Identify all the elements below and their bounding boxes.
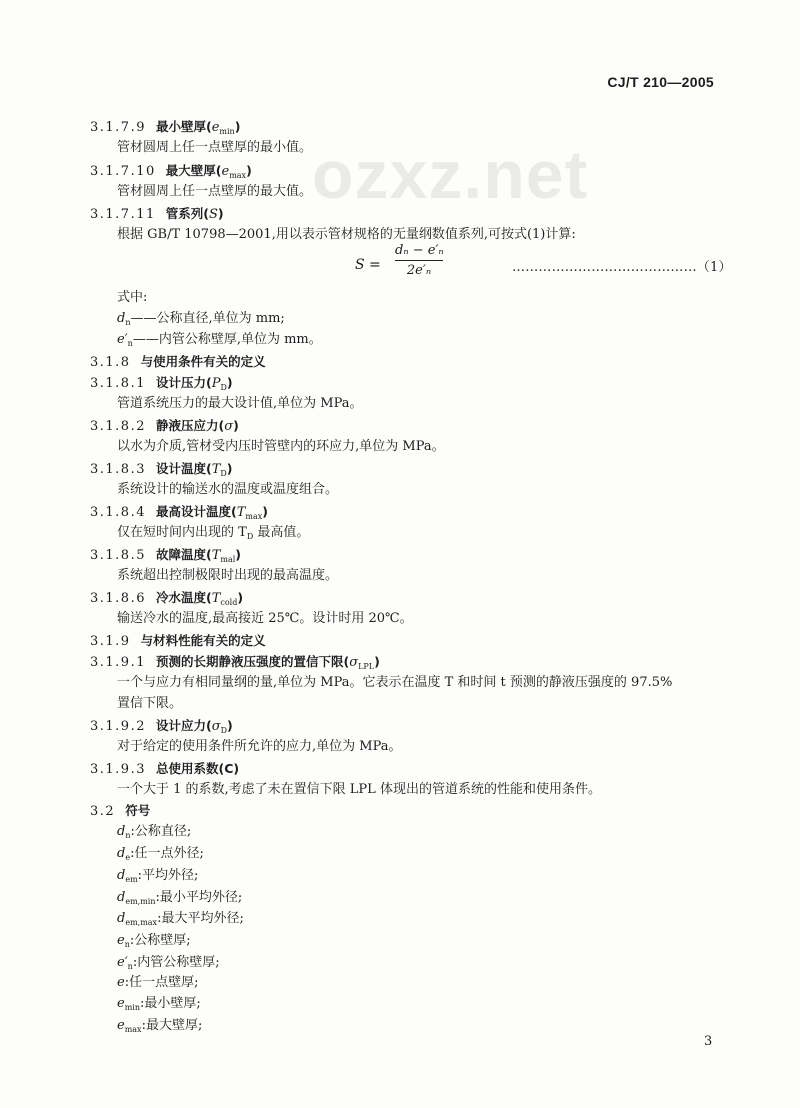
section-title-end: ) <box>237 590 244 605</box>
section-heading <box>90 504 268 525</box>
line-text: :任一点壁厚; <box>124 975 199 990</box>
section-title-end: ) <box>235 547 242 562</box>
symbol: $T_{mal}$ <box>211 548 236 564</box>
symbol: e <box>117 975 125 990</box>
section-title-end: ) <box>262 504 268 519</box>
section-title-end: ) <box>226 461 233 476</box>
symbol: $T_{max}$ <box>236 505 263 521</box>
line-text: :平均外径; <box>137 868 199 883</box>
body-line <box>117 482 338 498</box>
body-line <box>117 955 220 975</box>
section-number: 3.1.8.1 <box>90 376 146 391</box>
section-number: 3.1.9 <box>90 634 131 649</box>
symbol: $d_{em,min}$ <box>117 890 156 906</box>
line-text: 管材圆周上任一点壁厚的最大值。 <box>117 184 313 199</box>
line-text: ——内管公称壁厚,单位为 mm。 <box>132 332 322 347</box>
symbol: $e_n$ <box>117 933 130 949</box>
body-line <box>117 311 285 331</box>
section-title: 管系列( <box>165 206 209 221</box>
section-heading <box>90 718 233 739</box>
body-line <box>117 1018 202 1038</box>
symbol: $d_e$ <box>117 846 131 862</box>
symbol: $e_{min}$ <box>211 120 235 136</box>
symbol-subscript: cold <box>220 598 238 607</box>
body-line <box>117 739 402 755</box>
body-line <box>117 140 312 156</box>
section-heading <box>90 119 240 140</box>
formula-numerator: dₙ − e′ₙ <box>395 243 444 258</box>
line-text: 仅在短时间内出现的 T <box>117 525 247 540</box>
formula-lhs: S = <box>355 257 381 273</box>
symbol: $e_{max}$ <box>221 164 247 180</box>
symbol: $P_D$ <box>211 376 227 392</box>
section-title-end: ) <box>217 206 224 221</box>
section-title: 设计温度( <box>155 461 212 476</box>
symbol-subscript: em <box>125 875 138 884</box>
line-text: :最大壁厚; <box>141 1018 203 1033</box>
line-text: 一个与应力有相同量纲的量,单位为 MPa。它表示在温度 T 和时间 t 预测的静液压强度的 97.5% <box>117 675 673 690</box>
section-heading <box>90 633 266 650</box>
symbol-subscript: max <box>245 512 263 521</box>
symbol-subscript: LPL <box>358 662 375 671</box>
symbol-subscript: D <box>220 383 227 392</box>
section-title: 冷水温度( <box>155 590 212 605</box>
body-line <box>117 868 198 888</box>
symbol: $\sigma_{LPL}$ <box>349 655 375 671</box>
symbol-subscript: n <box>127 962 133 971</box>
line-text: 输送冷水的温度,最高接近 25℃。设计时用 20℃。 <box>117 611 413 626</box>
symbol-subscript: n <box>124 940 130 949</box>
fraction-bar <box>395 260 443 261</box>
formula-denominator: 2e′ₙ <box>406 263 432 278</box>
section-title-end: ) <box>234 119 241 134</box>
line-text: :内管公称壁厚; <box>132 955 220 970</box>
body-line <box>117 227 576 243</box>
symbol: $\sigma_D$ <box>211 719 227 735</box>
body-line <box>117 290 147 306</box>
line-text: :任一点外径; <box>130 846 204 861</box>
body-line <box>117 184 312 200</box>
section-title-end: ) <box>233 418 239 433</box>
page-number: 3 <box>704 1034 713 1049</box>
section-heading <box>90 418 239 435</box>
section-heading <box>90 803 150 820</box>
section-title: 最大壁厚( <box>165 163 222 178</box>
line-text: 置信下限。 <box>117 696 183 711</box>
body-line <box>117 396 363 412</box>
symbol: $d_{em,max}$ <box>117 911 158 927</box>
symbol: $d_n$ <box>117 311 131 327</box>
formula-fraction <box>395 243 443 278</box>
section-number: 3.1.8.2 <box>90 419 146 434</box>
section-title: 设计压力( <box>155 375 212 390</box>
section-title: 预测的长期静液压强度的置信下限( <box>155 654 350 669</box>
body-line <box>117 933 191 953</box>
symbol-subscript: n <box>127 339 133 348</box>
body-line <box>117 611 413 627</box>
symbol: $d_{em}$ <box>117 868 138 884</box>
line-text: :公称壁厚; <box>129 933 191 948</box>
symbol: $d_n$ <box>117 824 131 840</box>
line-text: 一个大于 1 的系数,考虑了未在置信下限 LPL 体现出的管道系统的性能和使用条件。 <box>117 782 601 797</box>
symbol-subscript: min <box>219 127 235 136</box>
line-text: 根据 GB/T 10798—2001,用以表示管材规格的无量纲数值系列,可按式(1)计算: <box>117 227 576 242</box>
line-text: ——公称直径,单位为 mm; <box>130 311 285 326</box>
section-title: 与使用条件有关的定义 <box>140 354 266 369</box>
body-line <box>117 568 338 584</box>
symbol-subscript: n <box>125 318 131 327</box>
body-line <box>117 782 601 798</box>
section-title: 故障温度( <box>155 547 212 562</box>
symbol: $e_{min}$ <box>117 996 140 1012</box>
equation-number: ……………………………………（1） <box>512 260 732 275</box>
section-heading <box>90 547 241 568</box>
section-heading <box>90 761 239 778</box>
symbol: S <box>208 207 218 222</box>
symbol-subscript: min <box>124 1003 140 1012</box>
line-text: 系统设计的输送水的温度或温度组合。 <box>117 482 339 497</box>
body-line <box>117 675 672 691</box>
symbol-subscript: em,min <box>125 897 156 906</box>
section-title: 与材料性能有关的定义 <box>140 633 266 648</box>
section-heading <box>90 375 233 396</box>
section-number: 3.1.8.3 <box>90 462 146 477</box>
symbol: $T_D$ <box>211 462 227 478</box>
section-title: 总使用系数(C) <box>155 761 240 776</box>
line-text: 系统超出控制极限时出现的最高温度。 <box>117 568 339 583</box>
body-line <box>117 525 309 545</box>
body-line <box>117 332 322 352</box>
section-number: 3.1.8.6 <box>90 591 146 606</box>
section-number: 3.1.9.1 <box>90 655 146 670</box>
section-heading <box>90 206 224 223</box>
watermark: ozxz.net <box>312 137 589 213</box>
symbol-subscript: e <box>125 853 131 862</box>
body-line <box>117 996 201 1016</box>
line-text: 式中: <box>117 290 148 305</box>
section-heading <box>90 461 233 482</box>
section-title: 静液压应力( <box>155 418 225 433</box>
line-text: :最大平均外径; <box>157 911 244 926</box>
section-number: 3.1.8.4 <box>90 505 146 520</box>
line-text: :最小平均外径; <box>155 890 243 905</box>
body-line <box>117 975 198 991</box>
symbol-subscript: D <box>220 726 227 735</box>
symbol-subscript: max <box>229 171 247 180</box>
section-title: 最高设计温度( <box>155 504 237 519</box>
section-number: 3.1.7.11 <box>90 207 156 222</box>
line-text-end: 最高值。 <box>253 525 310 540</box>
symbol: $e'_n$ <box>117 332 133 348</box>
symbol-subscript: max <box>124 1025 142 1034</box>
body-line <box>117 439 445 455</box>
body-line <box>117 696 182 712</box>
section-number: 3.1.7.9 <box>90 120 146 135</box>
body-line <box>117 846 204 866</box>
section-number: 3.1.8.5 <box>90 548 146 563</box>
standard-code: CJ/T 210—2005 <box>607 74 714 90</box>
section-title: 最小壁厚( <box>155 119 212 134</box>
section-number: 3.1.9.2 <box>90 719 146 734</box>
section-heading <box>90 354 266 371</box>
section-title: 设计应力( <box>155 718 212 733</box>
section-number: 3.1.8 <box>90 355 131 370</box>
line-text: 对于给定的使用条件所允许的应力,单位为 MPa。 <box>117 739 402 754</box>
symbol: σ <box>224 419 234 434</box>
symbol-subscript: D <box>246 532 254 541</box>
section-heading <box>90 590 243 611</box>
body-line <box>117 890 242 910</box>
section-title-end: ) <box>226 375 233 390</box>
symbol: $e'_n$ <box>117 955 133 971</box>
line-text: :最小壁厚; <box>140 996 201 1011</box>
line-text: :公称直径; <box>130 824 192 839</box>
line-text: 管材圆周上任一点壁厚的最小值。 <box>117 140 313 155</box>
body-line <box>117 824 191 844</box>
section-number: 3.2 <box>90 804 116 819</box>
section-number: 3.1.9.3 <box>90 762 146 777</box>
section-title-end: ) <box>374 654 380 669</box>
symbol-subscript: n <box>125 831 131 840</box>
symbol: $T_{cold}$ <box>211 591 238 607</box>
line-text: 以水为介质,管材受内压时管壁内的环应力,单位为 MPa。 <box>117 439 445 454</box>
symbol-subscript: em,max <box>125 918 158 927</box>
symbol-subscript: D <box>220 469 227 478</box>
section-heading <box>90 654 380 675</box>
symbol: $e_{max}$ <box>117 1018 142 1034</box>
symbol-subscript: mal <box>220 555 236 564</box>
section-title-end: ) <box>246 163 252 178</box>
section-title-end: ) <box>227 718 233 733</box>
section-number: 3.1.7.10 <box>90 164 156 179</box>
section-heading <box>90 163 252 184</box>
section-title: 符号 <box>125 803 151 818</box>
body-line <box>117 911 244 931</box>
line-text: 管道系统压力的最大设计值,单位为 MPa。 <box>117 396 363 411</box>
